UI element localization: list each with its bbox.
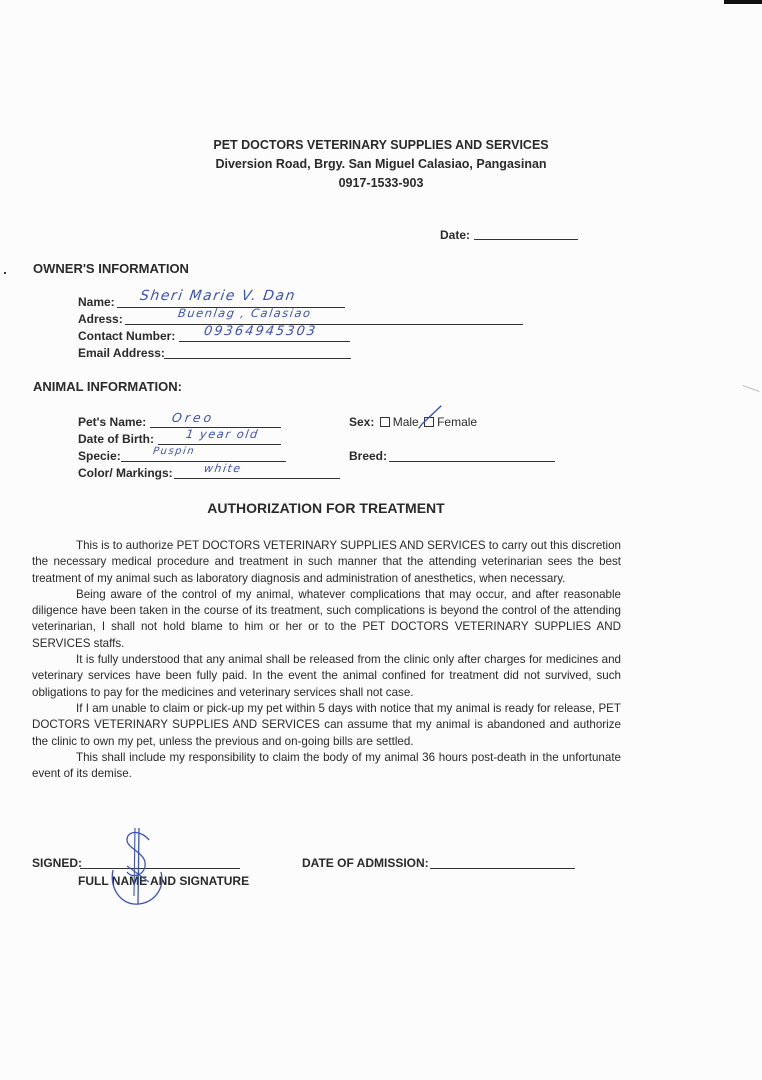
signature-caption: FULL NAME AND SIGNATURE	[78, 874, 250, 888]
owner-section-title: OWNER'S INFORMATION	[33, 261, 189, 276]
specie-label: Specie:	[78, 449, 121, 463]
authorization-body	[32, 538, 621, 782]
color-markings-label: Color/ Markings:	[78, 466, 173, 480]
male-checkbox[interactable]	[380, 417, 390, 427]
scan-corner-mark	[724, 0, 762, 4]
dob-field[interactable]	[158, 444, 281, 445]
signed-label: SIGNED:	[32, 856, 83, 870]
dob-handwriting: 1 year old	[185, 427, 260, 441]
authorization-title: AUTHORIZATION FOR TREATMENT	[207, 500, 445, 516]
contact-number-label: Contact Number:	[78, 329, 176, 343]
contact-number-handwriting: 09364945303	[202, 324, 319, 339]
date-field[interactable]	[474, 239, 578, 240]
female-check-mark	[415, 404, 445, 432]
clinic-name: PET DOCTORS VETERINARY SUPPLIES AND SERVICES	[213, 138, 549, 152]
male-option-label: Male	[392, 415, 419, 429]
owner-address-label: Adress:	[78, 312, 123, 326]
admission-date-label: DATE OF ADMISSION:	[302, 856, 429, 870]
pet-name-handwriting: Oreo	[170, 410, 216, 425]
clinic-phone: 0917-1533-903	[338, 176, 424, 190]
owner-name-handwriting: Sheri Marie V. Dan	[138, 288, 298, 304]
specie-handwriting: Puspin	[152, 446, 196, 457]
date-label: Date:	[440, 228, 471, 242]
color-markings-field[interactable]	[174, 478, 340, 479]
authorization-paragraph: This shall include my responsibility to claim the body of my animal 36 hours post-death in the unfortunate event of its demise.	[32, 750, 621, 781]
clinic-address: Diversion Road, Brgy. San Miguel Calasiao, Pangasinan	[215, 157, 547, 171]
owner-address-field[interactable]	[125, 324, 523, 325]
female-option-label: Female	[437, 415, 478, 429]
dob-label: Date of Birth:	[78, 432, 154, 446]
sex-field	[349, 415, 477, 429]
owner-name-label: Name:	[78, 295, 115, 309]
breed-label: Breed:	[349, 449, 388, 463]
scan-edge-mark	[4, 272, 6, 274]
handwritten-signature	[105, 826, 169, 908]
owner-address-handwriting: Buenlag , Calasiao	[177, 306, 313, 320]
specie-field[interactable]	[121, 461, 286, 462]
email-label: Email Address:	[78, 346, 165, 360]
scan-edge-stroke	[742, 385, 759, 392]
pet-name-label: Pet's Name:	[78, 415, 147, 429]
authorization-paragraph: It is fully understood that any animal shall be released from the clinic only after charges for medicines and veterinary services have been fully paid. In the event the animal confined for treatment did not survived, such obligations to pay for the medicines and veterinary services shall not case.	[32, 653, 621, 699]
color-markings-handwriting: white	[203, 462, 243, 475]
authorization-paragraph: If I am unable to claim or pick-up my pet within 5 days with notice that my animal is ready for release, PET DOCTORS VETERINARY SUPPLIES AND SERVICES can assume that my animal is abandoned and authorize the clinic to own my pet, unless the previous and on-going bills are settled.	[32, 701, 621, 748]
authorization-paragraph: Being aware of the control of my animal, whatever complications that may occur, and after reasonable diligence have been taken in the course of its treatment, such complications is beyond the control of the attending veterinarian, I shall not hold blame to him or her or to the PET DOCTORS VETERINARY SUPPLIES AND SERVICES staffs.	[32, 587, 621, 650]
animal-section-title: ANIMAL INFORMATION:	[33, 379, 182, 394]
admission-date-field[interactable]	[430, 868, 575, 869]
authorization-paragraph: This is to authorize PET DOCTORS VETERINARY SUPPLIES AND SERVICES to carry out this discretion the necessary medical procedure and treatment in such manner that the attending veterinarian sees the best treatment of my animal such as laboratory diagnosis and administration of anesthetics, when necessary.	[32, 539, 621, 585]
email-field[interactable]	[164, 358, 351, 359]
sex-label: Sex:	[349, 415, 375, 429]
breed-field[interactable]	[389, 461, 555, 462]
contact-number-field[interactable]	[179, 341, 350, 342]
